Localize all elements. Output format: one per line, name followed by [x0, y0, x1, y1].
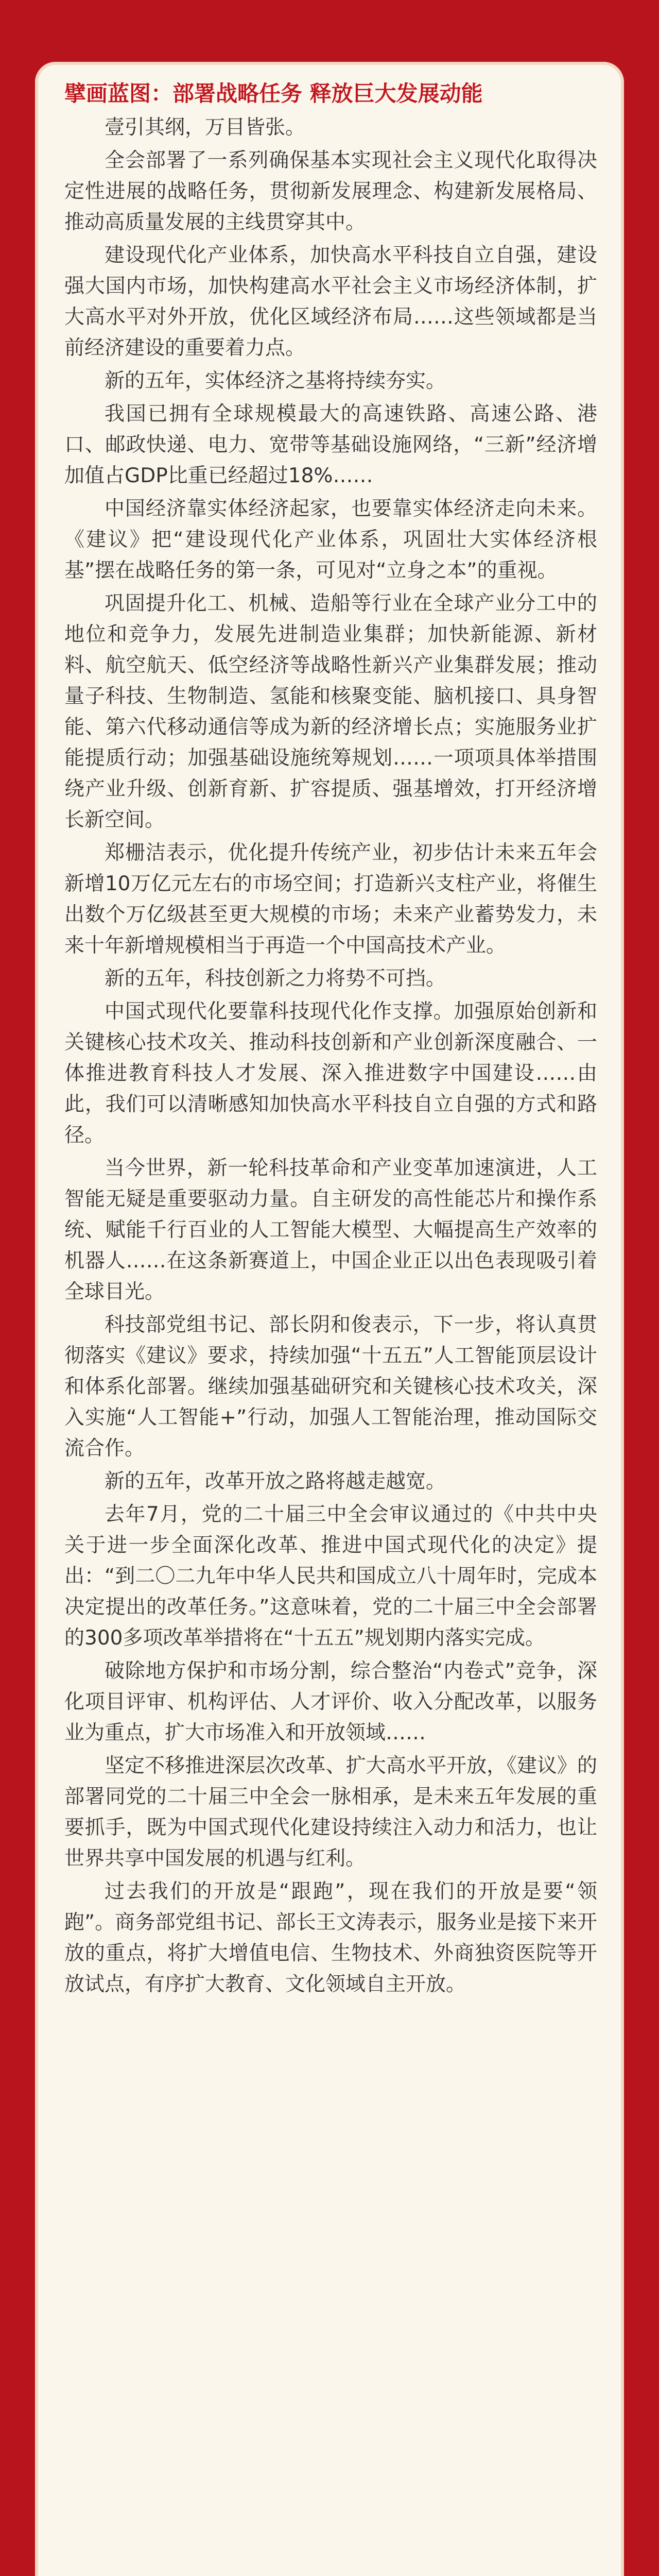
article-paragraph: 郑栅洁表示，优化提升传统产业，初步估计未来五年会新增10万亿元左右的市场空间；打造新兴支柱产业，将催生出数个万亿级甚至更大规模的市场；未来产业蓄势发力，未来十年新增规模相当于再造一个中国高技术产业。 — [64, 841, 597, 957]
article-paragraph: 巩固提升化工、机械、造船等行业在全球产业分工中的地位和竞争力，发展先进制造业集群；加快新能源、新材料、航空航天、低空经济等战略性新兴产业集群发展；推动量子科技、生物制造、氢能和核聚变能、脑机接口、具身智能、第六代移动通信等成为新的经济增长点；实施服务业扩能提质行动；加强基础设施统筹规划……一项项具体举措围绕产业升级、创新育新、扩容提质、强基增效，打开经济增长新空间。 — [64, 592, 597, 832]
section-headline: 擘画蓝图：部署战略任务 释放巨大发展动能 — [64, 81, 483, 106]
article-paragraph: 新的五年，实体经济之基将持续夯实。 — [105, 369, 446, 393]
article-paragraph: 过去我们的开放是“跟跑”，现在我们的开放是要“领跑”。商务部党组书记、部长王文涛表示，服务业是接下来开放的重点，将扩大增值电信、生物技术、外商独资医院等开放试点，有序扩大教育、文化领域自主开放。 — [64, 1880, 597, 1996]
article-paragraph: 破除地方保护和市场分割，综合整治“内卷式”竞争，深化项目评审、机构评估、人才评价、收入分配改革，以服务业为重点，扩大市场准入和开放领域…… — [64, 1659, 597, 1744]
article-paragraph: 我国已拥有全球规模最大的高速铁路、高速公路、港口、邮政快递、电力、宽带等基础设施网络，“三新”经济增加值占GDP比重已经超过18%…… — [64, 402, 597, 487]
article-paragraph: 坚定不移推进深层次改革、扩大高水平开放，《建议》的部署同党的二十届三中全会一脉相承，是未来五年发展的重要抓手，既为中国式现代化建设持续注入动力和活力，也让世界共享中国发展的机遇与红利。 — [64, 1754, 597, 1870]
article-paragraph: 科技部党组书记、部长阴和俊表示，下一步，将认真贯彻落实《建议》要求，持续加强“十五五”人工智能顶层设计和体系化部署。继续加强基础研究和关键核心技术攻关，深入实施“人工智能+”行动，加强人工智能治理，推动国际交流合作。 — [64, 1313, 597, 1460]
article-paragraph: 当今世界，新一轮科技革命和产业变革加速演进，人工智能无疑是重要驱动力量。自主研发的高性能芯片和操作系统、赋能千行百业的人工智能大模型、大幅提高生产效率的机器人……在这条新赛道上，中国企业正以出色表现吸引着全球目光。 — [64, 1157, 597, 1303]
paragraph-list — [64, 112, 597, 2000]
article-paragraph: 新的五年，改革开放之路将越走越宽。 — [105, 1470, 446, 1493]
article-paragraph: 建设现代化产业体系，加快高水平科技自立自强，建设强大国内市场，加快构建高水平社会主义市场经济体制，扩大高水平对外开放，优化区域经济布局……这些领域都是当前经济建设的重要着力点。 — [64, 244, 597, 360]
article-body — [64, 77, 597, 2002]
article-paragraph: 中国式现代化要靠科技现代化作支撑。加强原始创新和关键核心技术攻关、推动科技创新和产业创新深度融合、一体推进教育科技人才发展、深入推进数字中国建设……由此，我们可以清晰感知加快高水平科技自立自强的方式和路径。 — [64, 1000, 597, 1147]
article-paragraph: 去年7月，党的二十届三中全会审议通过的《中共中央关于进一步全面深化改革、推进中国式现代化的决定》提出：“到二〇二九年中华人民共和国成立八十周年时，完成本决定提出的改革任务。”这意味着，党的二十届三中全会部署的300多项改革举措将在“十五五”规划期内落实完成。 — [64, 1503, 597, 1650]
article-paragraph: 新的五年，科技创新之力将势不可挡。 — [105, 967, 446, 990]
article-paragraph: 中国经济靠实体经济起家，也要靠实体经济走向未来。《建议》把“建设现代化产业体系，巩固壮大实体经济根基”摆在战略任务的第一条，可见对“立身之本”的重视。 — [64, 497, 597, 582]
article-paragraph: 全会部署了一系列确保基本实现社会主义现代化取得决定性进展的战略任务，贯彻新发展理念、构建新发展格局、推动高质量发展的主线贯穿其中。 — [64, 149, 597, 234]
article-paragraph: 壹引其纲，万目皆张。 — [105, 116, 306, 139]
